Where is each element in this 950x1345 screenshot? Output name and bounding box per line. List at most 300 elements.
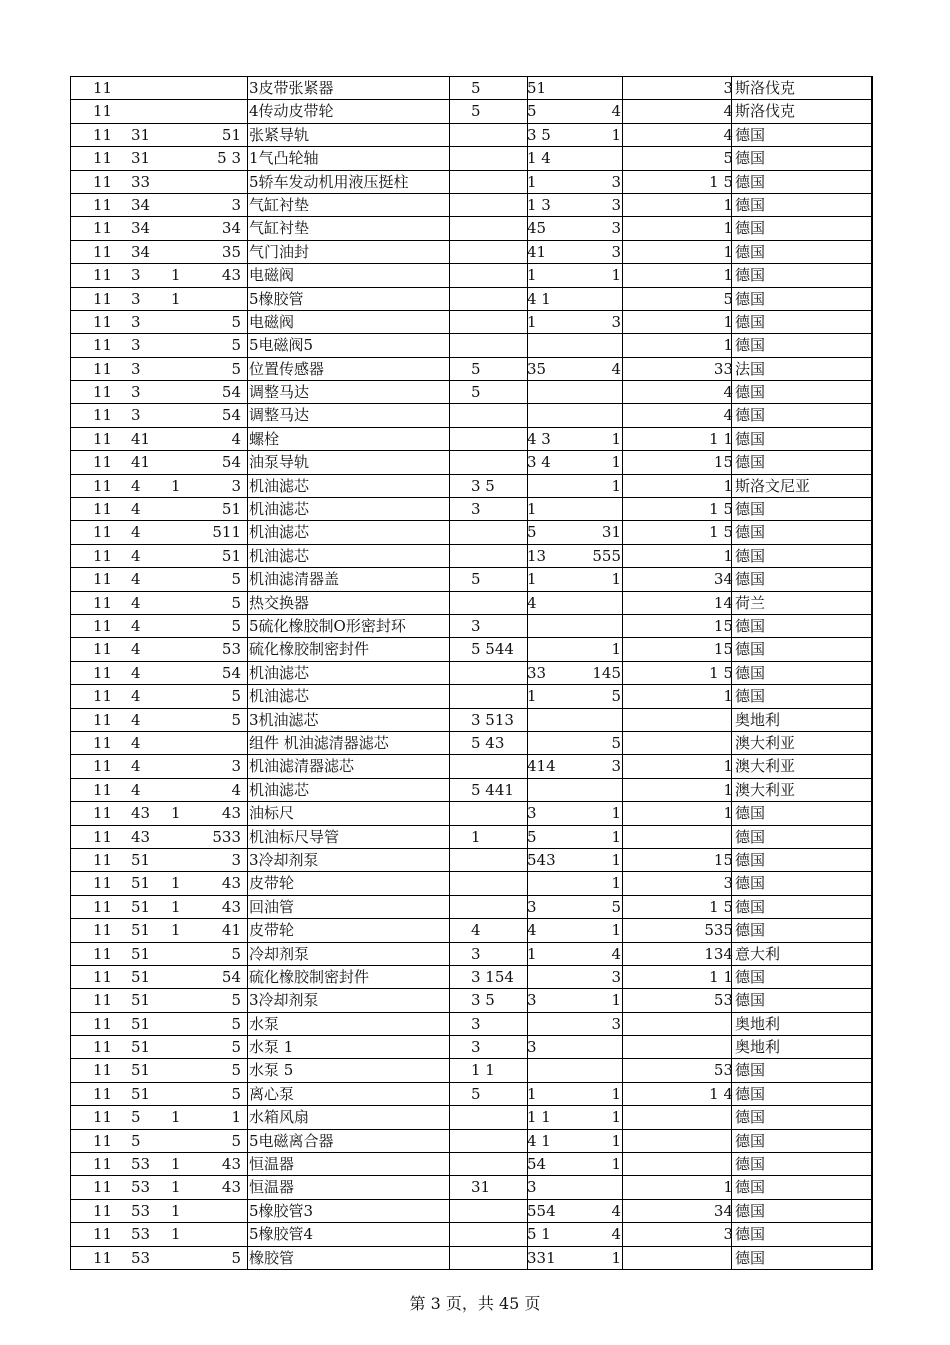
cell-qty-d: 1 (723, 804, 733, 823)
table-row (71, 124, 871, 147)
table-row (71, 475, 871, 498)
cell-qty-d: 4 (723, 383, 733, 402)
cell-code-2: 34 (131, 219, 151, 238)
cell-code-2: 5 (131, 1131, 141, 1150)
cell-qty-b: 414 (527, 757, 556, 776)
cell-code-1: 11 (93, 780, 113, 799)
cell-country: 德国 (735, 921, 766, 940)
cell-qty-d: 3 (723, 874, 733, 893)
cell-qty-a (471, 334, 531, 357)
cell-qty-c: 1 (611, 476, 621, 495)
cell-item-name: 油泵导轨 (249, 453, 310, 472)
cell-country: 德国 (735, 546, 766, 565)
cell-country: 德国 (735, 242, 766, 261)
cell-qty-c: 3 (611, 967, 621, 986)
cell-code-1: 11 (93, 500, 113, 519)
cell-qty-d: 4 (723, 102, 733, 121)
cell-code-2: 4 (131, 640, 141, 659)
table-row (71, 147, 871, 170)
cell-qty-d: 1 (723, 242, 733, 261)
cell-code-2: 3 (131, 383, 141, 402)
cell-qty-a (471, 849, 531, 872)
cell-code-4: 43 (221, 266, 241, 285)
cell-country: 德国 (735, 1061, 766, 1080)
cell-qty-d: 5 (723, 149, 733, 168)
cell-qty-d: 1 (723, 1178, 733, 1197)
cell-item-name: 硫化橡胶制密封件 (249, 640, 370, 659)
cell-code-2: 3 (131, 336, 141, 355)
table-row (71, 1059, 871, 1082)
cell-item-name: 机油滤芯 (249, 476, 310, 495)
cell-item-name: 水泵 5 (249, 1061, 294, 1080)
cell-code-4: 41 (221, 921, 241, 940)
cell-qty-a: 5 441 (471, 780, 514, 799)
table-row (71, 1223, 871, 1246)
cell-qty-c: 3 (611, 195, 621, 214)
cell-item-name: 水泵 1 (249, 1038, 294, 1057)
cell-item-name: 机油滤芯 (249, 687, 310, 706)
cell-qty-c: 1 (611, 1155, 621, 1174)
cell-code-2: 4 (131, 500, 141, 519)
cell-qty-a (471, 1223, 531, 1246)
cell-country: 德国 (735, 500, 766, 519)
cell-item-name: 机油滤清器盖 (249, 570, 340, 589)
cell-qty-b: 51 (527, 79, 547, 97)
cell-code-3: 1 (171, 897, 181, 916)
table-row (71, 896, 871, 919)
cell-code-4: 43 (221, 1178, 241, 1197)
cell-code-4: 54 (221, 453, 241, 472)
cell-code-4: 43 (221, 897, 241, 916)
cell-item-name: 机油滤芯 (249, 500, 310, 519)
cell-country: 德国 (735, 266, 766, 285)
cell-qty-a (471, 311, 531, 334)
cell-code-2: 3 (131, 312, 141, 331)
cell-item-name: 水泵 (249, 1014, 280, 1033)
cell-country: 德国 (735, 1131, 766, 1150)
cell-qty-a (471, 1153, 531, 1176)
cell-item-name: 调整马达 (249, 383, 310, 402)
cell-qty-b: 1 (527, 172, 537, 191)
cell-code-1: 11 (93, 149, 113, 168)
cell-code-4: 1 (231, 1108, 241, 1127)
cell-code-1: 11 (93, 850, 113, 869)
cell-qty-b: 1 (527, 500, 537, 519)
cell-code-4: 4 (231, 429, 241, 448)
cell-qty-c: 1 (611, 827, 621, 846)
cell-country: 德国 (735, 663, 766, 682)
cell-qty-d: 1 (723, 546, 733, 565)
table-row (71, 1130, 871, 1153)
table-row (71, 779, 871, 802)
cell-qty-a (471, 124, 531, 147)
cell-code-4: 5 (231, 1014, 241, 1033)
cell-code-2: 4 (131, 476, 141, 495)
cell-qty-b: 35 (527, 359, 547, 378)
cell-qty-c: 3 (611, 1014, 621, 1033)
cell-item-name: 调整马达 (249, 406, 310, 425)
cell-code-4 (201, 77, 241, 100)
cell-code-3: 1 (171, 1108, 181, 1127)
cell-country: 德国 (735, 125, 766, 144)
cell-qty-b: 4 (527, 593, 537, 612)
cell-qty-d: 1 (723, 687, 733, 706)
cell-code-3: 1 (171, 476, 181, 495)
cell-qty-a (471, 404, 531, 427)
cell-code-4: 5 (231, 336, 241, 355)
cell-country: 德国 (735, 570, 766, 589)
table-row (71, 615, 871, 638)
cell-code-3: 1 (171, 804, 181, 823)
cell-code-3: 1 (171, 289, 181, 308)
cell-code-2: 3 (131, 359, 141, 378)
cell-country: 德国 (735, 429, 766, 448)
cell-item-name: 油标尺 (249, 804, 295, 823)
cell-code-4: 5 (231, 359, 241, 378)
cell-qty-c: 1 (611, 921, 621, 940)
cell-item-name: 水箱风扇 (249, 1108, 310, 1127)
cell-code-4: 51 (221, 546, 241, 565)
cell-qty-c: 5 (611, 687, 621, 706)
cell-code-1: 11 (93, 266, 113, 285)
cell-code-1: 11 (93, 967, 113, 986)
cell-qty-d: 4 (723, 406, 733, 425)
cell-country: 荷兰 (735, 593, 766, 612)
table-row (71, 592, 871, 615)
cell-code-2: 4 (131, 546, 141, 565)
cell-qty-a: 5 (471, 102, 481, 121)
cell-code-2: 3 (131, 406, 141, 425)
cell-qty-c: 1 (611, 1131, 621, 1150)
cell-qty-d: 1 5 (709, 663, 733, 682)
cell-item-name: 橡胶管 (249, 1248, 295, 1267)
cell-country: 德国 (735, 827, 766, 846)
cell-qty-b: 4 3 (527, 429, 551, 448)
cell-code-3: 1 (171, 1225, 181, 1244)
cell-code-1: 11 (93, 359, 113, 378)
cell-code-4: 5 (231, 1084, 241, 1103)
cell-country: 德国 (735, 523, 766, 542)
cell-qty-a (471, 194, 531, 217)
cell-qty-b: 331 (527, 1248, 556, 1267)
table-row (71, 849, 871, 872)
cell-code-1: 11 (93, 1061, 113, 1080)
table-row (71, 311, 871, 334)
cell-code-2: 4 (131, 710, 141, 729)
cell-country: 德国 (735, 149, 766, 168)
cell-qty-c: 3 (611, 242, 621, 261)
cell-qty-a: 5 43 (471, 733, 505, 752)
cell-code-1: 11 (93, 921, 113, 940)
table-row (71, 966, 871, 989)
cell-country: 澳大利亚 (735, 780, 796, 799)
cell-code-2: 4 (131, 593, 141, 612)
cell-code-1: 11 (93, 125, 113, 144)
cell-code-4: 5 (231, 1131, 241, 1150)
cell-item-name: 螺栓 (249, 429, 280, 448)
cell-country: 德国 (735, 289, 766, 308)
cell-qty-c: 1 (611, 804, 621, 823)
cell-code-1: 11 (93, 944, 113, 963)
cell-code-4: 51 (221, 500, 241, 519)
cell-code-1: 11 (93, 172, 113, 191)
cell-item-name: 回油管 (249, 897, 295, 916)
cell-qty-d: 1 1 (709, 429, 733, 448)
cell-qty-d: 14 (713, 593, 733, 612)
table-row (71, 1247, 871, 1270)
cell-qty-a (471, 147, 531, 170)
cell-code-4: 5 (231, 570, 241, 589)
cell-code-2: 53 (131, 1248, 151, 1267)
cell-code-3: 1 (171, 1201, 181, 1220)
cell-item-name: 5橡胶管 (249, 289, 304, 308)
cell-qty-a: 5 544 (471, 640, 514, 659)
cell-code-2: 31 (131, 149, 151, 168)
cell-country: 斯洛文尼亚 (735, 476, 811, 495)
cell-qty-a (471, 171, 531, 194)
cell-qty-b: 13 (527, 546, 547, 565)
table-row (71, 872, 871, 895)
cell-code-4: 43 (221, 1155, 241, 1174)
cell-qty-d: 34 (713, 570, 733, 589)
cell-country: 斯洛伐克 (735, 102, 796, 121)
cell-item-name: 恒温器 (249, 1155, 295, 1174)
cell-item-name: 冷却剂泵 (249, 944, 310, 963)
cell-code-4: 5 (231, 1248, 241, 1267)
cell-qty-c: 4 (611, 102, 621, 121)
cell-code-4: 5 (231, 687, 241, 706)
cell-code-2: 41 (131, 429, 151, 448)
table-row (71, 194, 871, 217)
cell-qty-c (571, 592, 621, 615)
cell-country: 德国 (735, 967, 766, 986)
cell-code-2: 4 (131, 780, 141, 799)
cell-qty-b: 1 (527, 312, 537, 331)
cell-item-name: 5电磁阀5 (249, 336, 314, 355)
cell-qty-d: 1 (723, 312, 733, 331)
cell-qty-a (471, 264, 531, 287)
cell-qty-c (571, 1036, 621, 1059)
cell-item-name: 机油滤芯 (249, 523, 310, 542)
cell-code-2: 51 (131, 1061, 151, 1080)
cell-qty-c (571, 288, 621, 311)
cell-code-4: 5 (231, 312, 241, 331)
cell-qty-a: 5 (471, 570, 481, 589)
cell-qty-b: 4 1 (527, 1131, 551, 1150)
table-row (71, 732, 871, 755)
table-row (71, 568, 871, 591)
cell-qty-a (471, 1200, 531, 1223)
cell-code-1: 11 (93, 757, 113, 776)
cell-qty-c: 3 (611, 172, 621, 191)
cell-country: 德国 (735, 172, 766, 191)
cell-item-name: 离心泵 (249, 1084, 295, 1103)
cell-code-1: 11 (93, 991, 113, 1010)
table-row (71, 334, 871, 357)
cell-qty-a: 5 (471, 383, 481, 402)
cell-qty-b: 1 4 (527, 149, 551, 168)
cell-qty-b: 3 (527, 991, 537, 1010)
cell-qty-d: 1 5 (709, 897, 733, 916)
table-row (71, 1083, 871, 1106)
cell-qty-c: 4 (611, 1201, 621, 1220)
cell-qty-a (471, 662, 531, 685)
cell-item-name: 张紧导轨 (249, 125, 310, 144)
cell-qty-c (571, 77, 621, 100)
cell-qty-a (471, 755, 531, 778)
cell-item-name: 热交换器 (249, 593, 310, 612)
cell-code-1: 11 (93, 476, 113, 495)
cell-country: 德国 (735, 687, 766, 706)
cell-code-1: 11 (93, 1108, 113, 1127)
cell-code-1: 11 (93, 429, 113, 448)
cell-qty-a: 4 (471, 921, 481, 940)
cell-qty-b: 5 (527, 827, 537, 846)
cell-code-2: 4 (131, 617, 141, 636)
cell-qty-b: 543 (527, 850, 556, 869)
cell-code-4: 43 (221, 804, 241, 823)
cell-code-1: 11 (93, 1155, 113, 1174)
cell-code-4: 3 (231, 850, 241, 869)
cell-code-4 (201, 288, 241, 311)
cell-code-1: 11 (93, 1225, 113, 1244)
cell-item-name: 3冷却剂泵 (249, 991, 319, 1010)
cell-code-4 (201, 171, 241, 194)
table-row (71, 1036, 871, 1059)
cell-code-2: 51 (131, 1014, 151, 1033)
cell-code-4: 5 (231, 710, 241, 729)
cell-qty-b: 1 1 (527, 1108, 551, 1127)
cell-qty-d: 3 (723, 79, 733, 97)
cell-code-1: 11 (93, 336, 113, 355)
cell-qty-a: 3 5 (471, 476, 495, 495)
table-row (71, 171, 871, 194)
cell-code-1: 11 (93, 617, 113, 636)
cell-qty-d: 4 (723, 125, 733, 144)
table-row (71, 288, 871, 311)
cell-qty-c (571, 1176, 621, 1199)
cell-qty-c: 4 (611, 1225, 621, 1244)
cell-code-1: 11 (93, 663, 113, 682)
cell-code-4: 5 (231, 944, 241, 963)
cell-qty-b: 1 (527, 944, 537, 963)
cell-code-4: 5 (231, 593, 241, 612)
cell-qty-b: 33 (527, 663, 547, 682)
cell-code-1: 11 (93, 312, 113, 331)
table-row (71, 943, 871, 966)
page-footer: 第 3 页，共 45 页 (409, 1294, 541, 1313)
cell-qty-d (623, 1013, 733, 1036)
cell-qty-a: 1 1 (471, 1061, 495, 1080)
cell-code-1: 11 (93, 1038, 113, 1057)
cell-qty-d: 15 (713, 850, 733, 869)
cell-qty-b: 1 3 (527, 195, 551, 214)
cell-qty-a: 3 (471, 1014, 481, 1033)
cell-qty-b: 4 1 (527, 289, 551, 308)
cell-qty-a (471, 451, 531, 474)
cell-country: 法国 (735, 359, 766, 378)
cell-code-4: 3 (231, 195, 241, 214)
cell-code-1: 11 (93, 453, 113, 472)
cell-qty-d: 1 (723, 219, 733, 238)
cell-code-3: 1 (171, 921, 181, 940)
cell-code-2: 4 (131, 733, 141, 752)
cell-item-name: 5电磁离合器 (249, 1131, 334, 1150)
cell-qty-b: 5 (527, 102, 537, 121)
cell-item-name: 5橡胶管4 (249, 1225, 314, 1244)
cell-qty-d (623, 1153, 733, 1176)
cell-qty-a (471, 428, 531, 451)
cell-code-4: 54 (221, 967, 241, 986)
cell-qty-a: 3 (471, 1038, 481, 1057)
cell-qty-b: 5 (527, 523, 537, 542)
cell-code-1: 11 (93, 874, 113, 893)
cell-code-4: 53 (221, 640, 241, 659)
cell-code-1: 11 (93, 1178, 113, 1197)
cell-qty-a: 5 (471, 1084, 481, 1103)
cell-qty-c: 3 (611, 219, 621, 238)
cell-qty-c (571, 334, 621, 357)
cell-qty-d (623, 1036, 733, 1059)
cell-code-4: 35 (221, 242, 241, 261)
cell-country: 德国 (735, 1155, 766, 1174)
cell-qty-b: 3 5 (527, 125, 551, 144)
cell-qty-d: 53 (713, 991, 733, 1010)
table-row (71, 755, 871, 778)
cell-qty-a: 3 (471, 944, 481, 963)
cell-qty-b: 45 (527, 219, 547, 238)
cell-item-name: 1气凸轮轴 (249, 149, 319, 168)
cell-item-name: 机油滤清器滤芯 (249, 757, 355, 776)
cell-qty-a: 3 513 (471, 710, 514, 729)
cell-code-1: 11 (93, 383, 113, 402)
cell-qty-d: 1 (723, 780, 733, 799)
cell-qty-c: 5 (611, 733, 621, 752)
cell-country: 德国 (735, 897, 766, 916)
cell-qty-c: 4 (611, 944, 621, 963)
cell-code-2: 43 (131, 827, 151, 846)
cell-code-4: 54 (221, 383, 241, 402)
cell-item-name: 气门油封 (249, 242, 310, 261)
table-row (71, 1200, 871, 1223)
cell-country: 德国 (735, 617, 766, 636)
cell-qty-d (623, 1106, 733, 1129)
cell-qty-b: 3 (527, 804, 537, 823)
cell-qty-c: 555 (592, 546, 621, 565)
cell-code-1: 11 (93, 733, 113, 752)
cell-qty-c: 1 (611, 453, 621, 472)
cell-country: 德国 (735, 1108, 766, 1127)
cell-qty-d: 33 (713, 359, 733, 378)
cell-qty-c: 1 (611, 640, 621, 659)
cell-qty-c: 1 (611, 1084, 621, 1103)
cell-item-name: 气缸衬垫 (249, 195, 310, 214)
cell-country: 奥地利 (735, 710, 781, 729)
cell-qty-b: 5 1 (527, 1225, 551, 1244)
cell-code-2: 51 (131, 921, 151, 940)
cell-item-name: 机油滤芯 (249, 780, 310, 799)
cell-qty-d: 1 (723, 195, 733, 214)
cell-country: 斯洛伐克 (735, 79, 796, 97)
cell-item-name: 机油滤芯 (249, 663, 310, 682)
cell-country: 德国 (735, 1201, 766, 1220)
cell-item-name: 电磁阀 (249, 266, 295, 285)
cell-item-name: 5硫化橡胶制O形密封环 (249, 617, 406, 636)
table-row (71, 1013, 871, 1036)
cell-qty-c: 3 (611, 757, 621, 776)
cell-code-2: 43 (131, 804, 151, 823)
cell-code-1: 11 (93, 289, 113, 308)
